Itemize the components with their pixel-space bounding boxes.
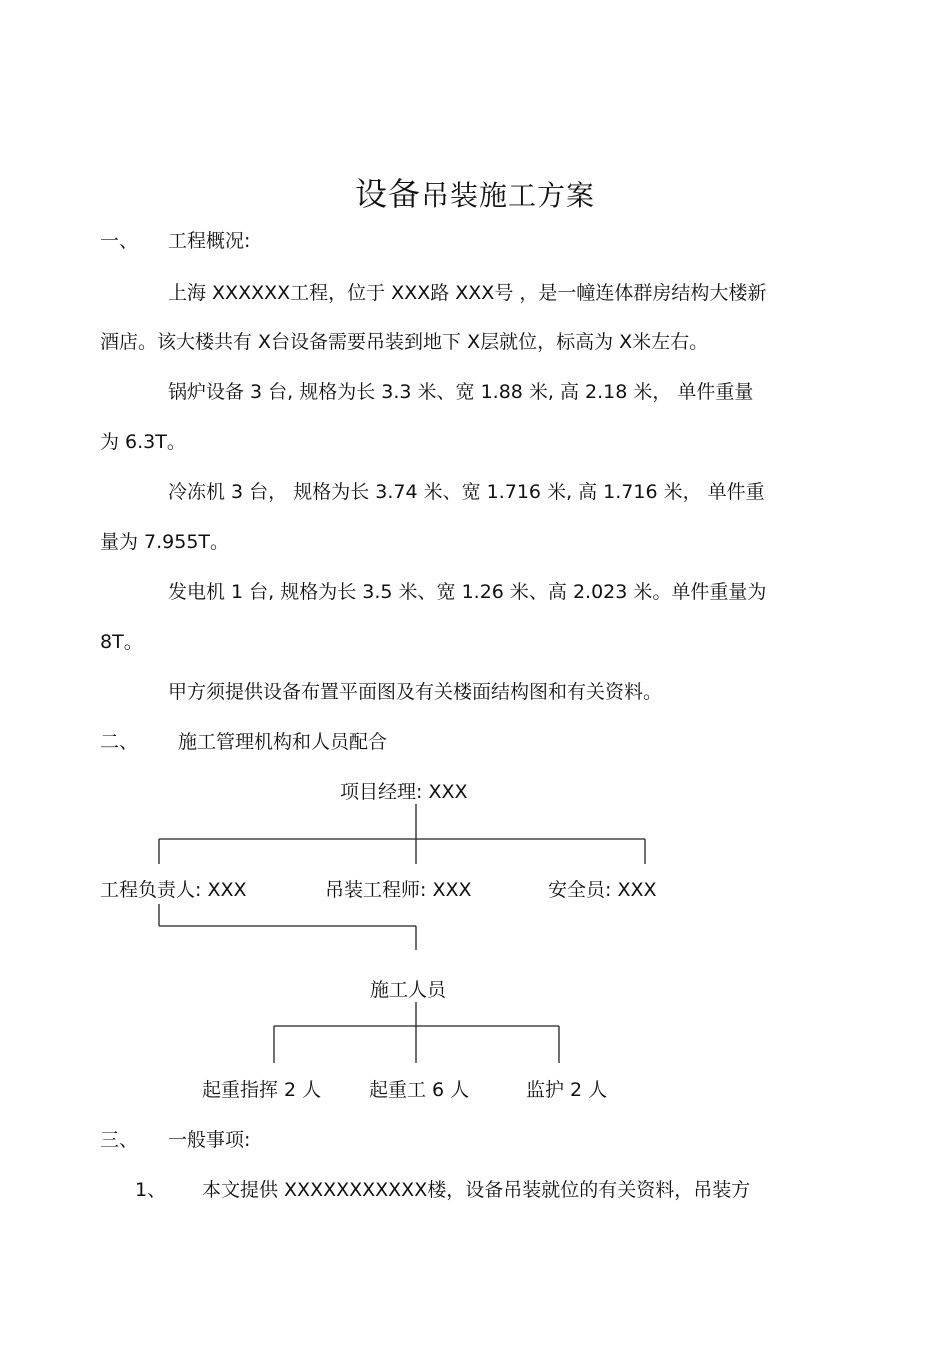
org-guard: 监护 2 人 (526, 1079, 608, 1101)
section1-heading: 工程概况: (168, 230, 251, 252)
generator-line1: 发电机 1 台, 规格为长 3.5 米、宽 1.26 米、高 2.023 米。单件重量为 (168, 581, 767, 603)
owner-note: 甲方须提供设备布置平面图及有关楼面结构图和有关资料。 (168, 681, 663, 703)
para1-line2: 酒店。该大楼共有 X台设备需要吊装到地下 X层就位，标高为 X米左右。 (100, 331, 709, 353)
org-manager: 项目经理: XXX (340, 781, 468, 803)
title-part2: 吊装施工方案 (421, 179, 596, 212)
item1-number: 1、 (135, 1179, 167, 1201)
section2-heading: 施工管理机构和人员配合 (178, 731, 388, 753)
org-construction-staff: 施工人员 (370, 979, 447, 1001)
section1-number: 一、 (100, 230, 139, 252)
org-rigger: 起重工 6 人 (369, 1079, 470, 1101)
section3-number: 三、 (100, 1129, 139, 1151)
para1-line1: 上海 XXXXXX工程，位于 XXX路 XXX号 ，是一幢连体群房结构大楼新 (168, 282, 767, 304)
section3-heading: 一般事项: (168, 1129, 251, 1151)
boiler-line1: 锅炉设备 3 台, 规格为长 3.3 米、宽 1.88 米, 高 2.18 米， 单件重量 (168, 381, 754, 403)
boiler-line2: 为 6.3T。 (100, 431, 186, 453)
title-part1: 设备 (354, 175, 421, 213)
chiller-line1: 冷冻机 3 台， 规格为长 3.74 米、宽 1.716 米, 高 1.716 米， 单件重 (168, 481, 765, 503)
org-safety-officer: 安全员: XXX (548, 879, 657, 901)
section2-number: 二、 (100, 731, 139, 753)
org-lifting-engineer: 吊装工程师: XXX (325, 879, 472, 901)
chiller-line2: 量为 7.955T。 (100, 531, 230, 553)
org-signal-worker: 起重指挥 2 人 (202, 1079, 322, 1101)
item1-text: 本文提供 XXXXXXXXXXX楼，设备吊装就位的有关资料，吊装方 (202, 1179, 751, 1201)
org-engineer-in-charge: 工程负责人: XXX (100, 879, 247, 901)
generator-line2: 8T。 (100, 631, 143, 653)
